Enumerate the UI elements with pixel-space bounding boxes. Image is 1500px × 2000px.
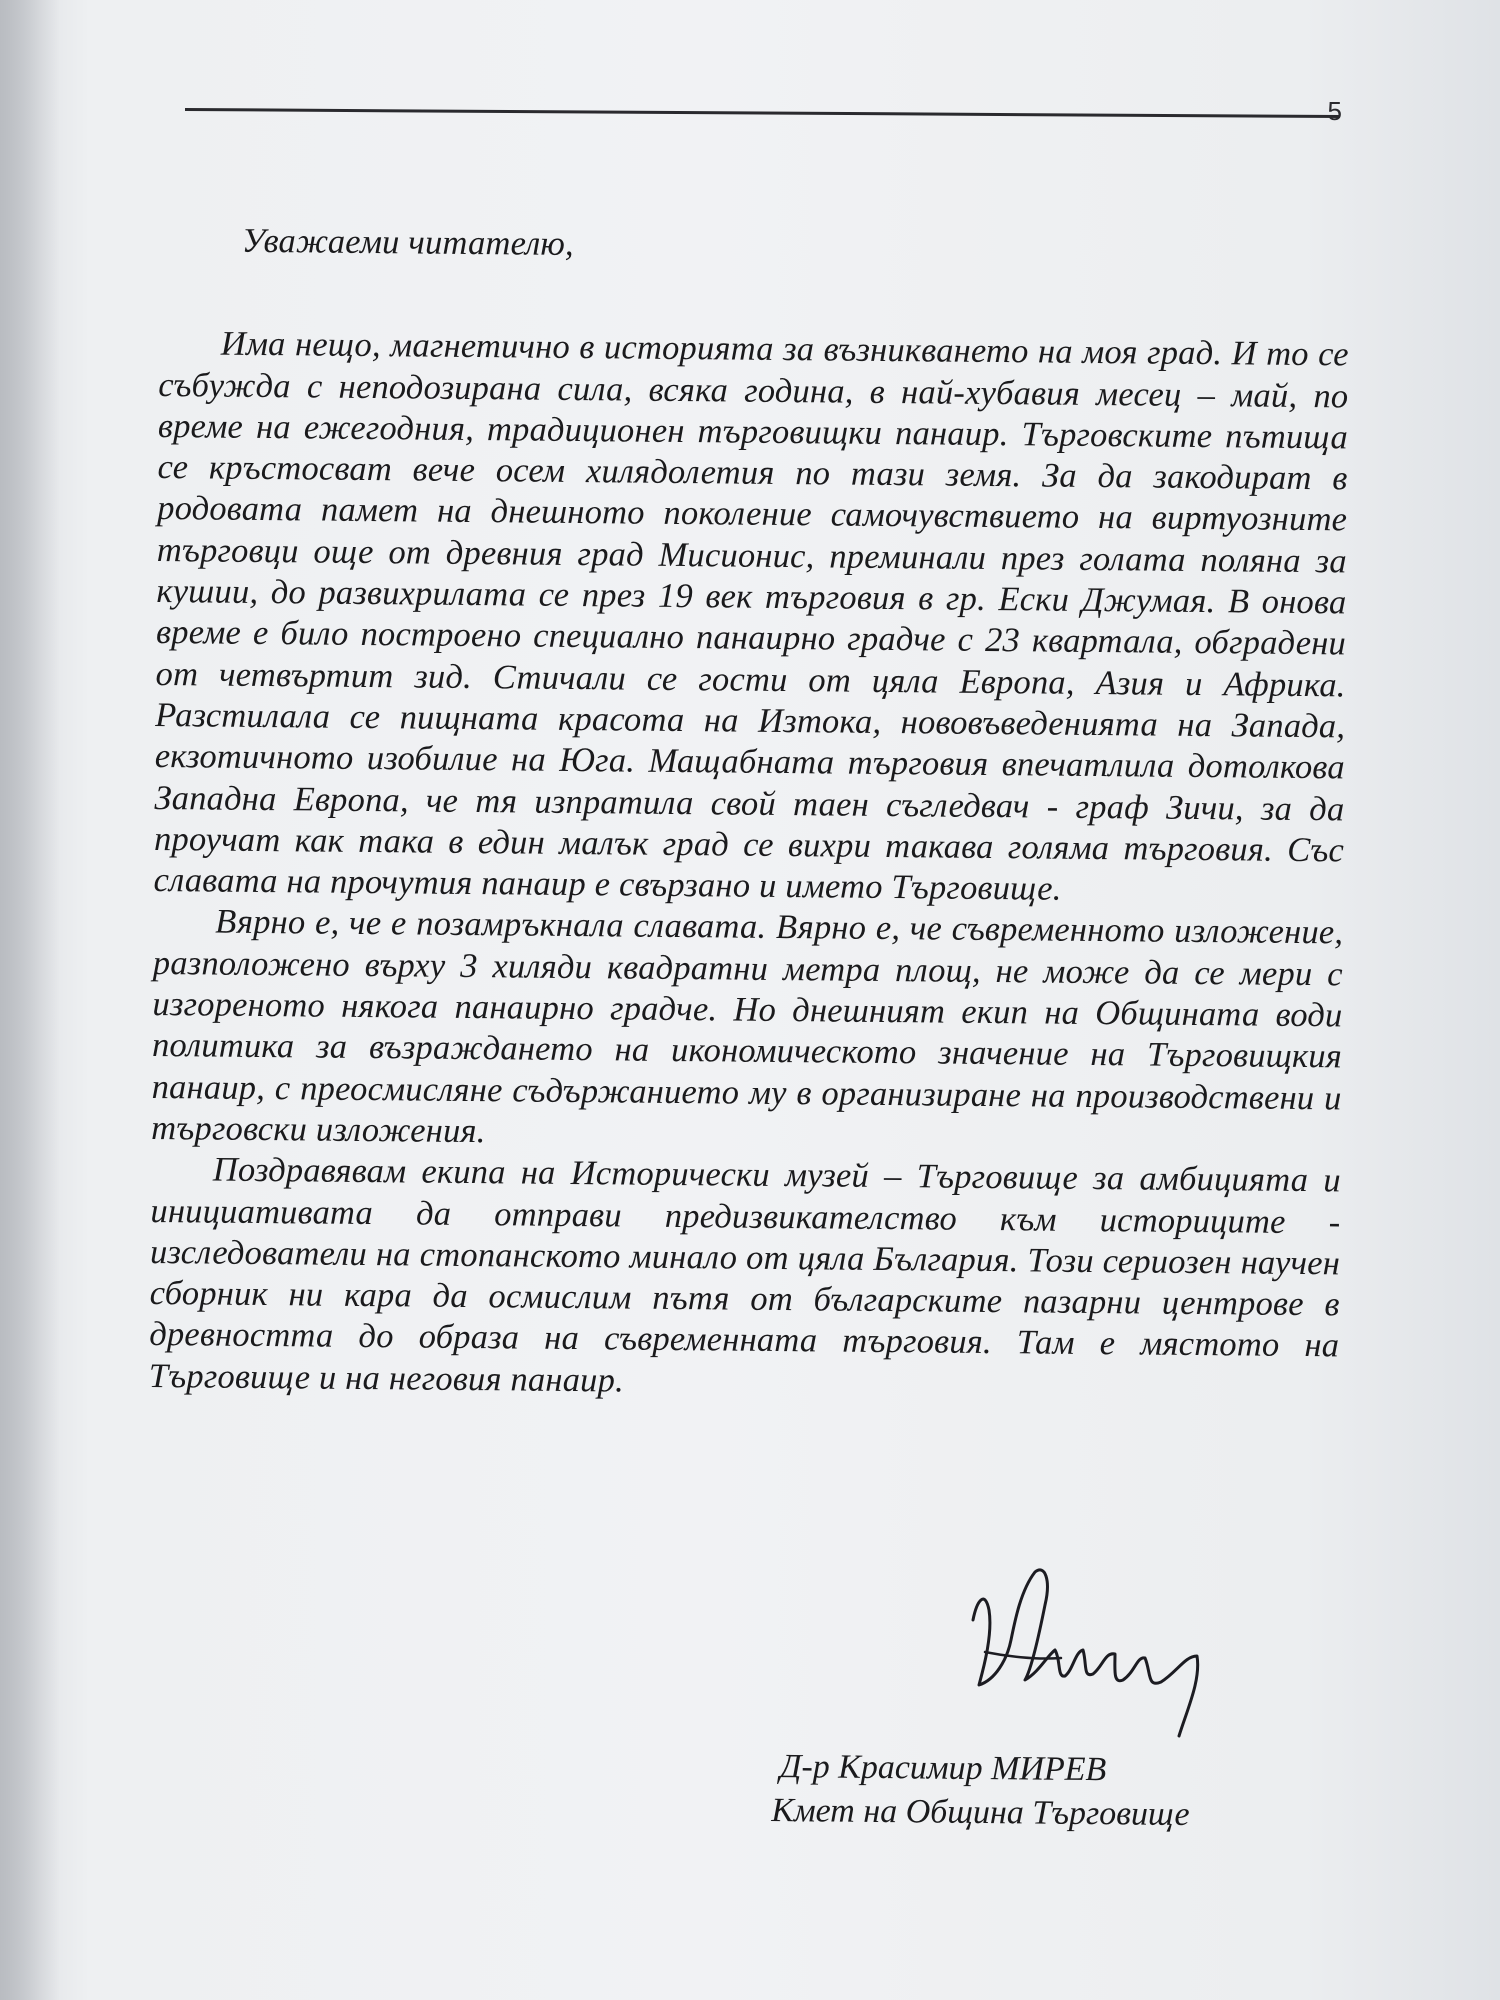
salutation: Уважаеми читателю, — [241, 221, 575, 263]
paragraph-3: Поздравявам екипа на Исторически музей – Търговище за амбицията и инициативата да отправи предизвикателство към историците - изследователи на стопанското минало от цяла България. Този сериозен научен сборник ни кара да осмислим пътя от българските пазарни центрове в древността до образа на съвременната търговия. Там е мястото на Търговище и на неговия панаир. — [148, 1150, 1342, 1400]
signatory-title: Кмет на Община Търговище — [771, 1791, 1190, 1834]
handwritten-signature — [965, 1560, 1235, 1740]
signatory-name: Д-р Красимир МИРЕВ — [779, 1748, 1107, 1789]
paragraph-1: Има нещо, магнетично в историята за възникването на моя град. И то се събужда с неподозирана сила, всяка година, в най-хубавия месец – май, по време на ежегодния, традиционен търговищки панаир. Търговските пътища се кръстосват вече осем хилядолетия по тази земя. За да закодират в родовата памет на днешното поколение самочувствието на виртуозните търговци още от древния град Мисионис, преминали през голата поляна за кушии, до развихрилата се през 19 век търговия в гр. Ески Джумая. В онова време е било построено специално панаирно градче с 23 квартала, обградени от четвъртит зид. Стичали се гости от цяла Европа, Азия и Африка. Разстилала се пищната красота на Изтока, нововъведенията на Запада, екзотичното изобилие на Юга. Мащабната търговия впечатлила дотолкова Западна Европа, че тя изпратила свой таен съгледвач - граф Зичи, за да проучат как така в един малък град се вихри такава голяма търговия. Със славата на прочутия панаир е свързано и името Търговище. — [153, 324, 1349, 908]
signature-block — [771, 1745, 1190, 1837]
page-edge-shadow — [0, 0, 60, 2000]
letter-body — [149, 220, 1350, 1408]
page-number: 5 — [1327, 96, 1342, 126]
header-rule — [185, 108, 1340, 118]
paragraph-2: Вярно е, че е позамръкнала славата. Вярно е, че съвременното изложение, разположено върху 3 хиляди квадратни метра площ, не може да се мери с изгореното някога панаирно градче. Но днешният екип на Общината води политика за възраждането на икономическото значение на Търговищкия панаир, с преосмисляне съдържанието му в организиране на производствени и търговски изложения. — [151, 903, 1344, 1151]
